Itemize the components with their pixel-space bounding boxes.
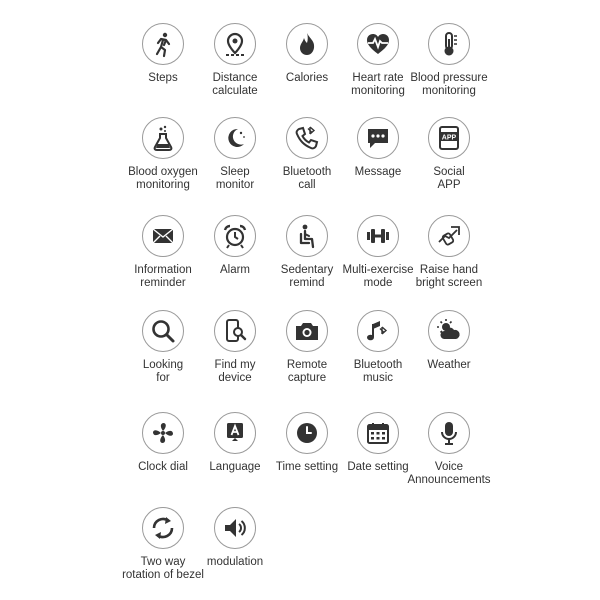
feature-icon-circle [357,310,399,352]
feature-label: Sleep monitor [215,166,255,191]
feature-icon-circle [214,215,256,257]
feature-icon-circle [142,215,184,257]
feature-icon-circle [142,23,184,65]
feature-icon-circle [142,507,184,549]
app-icon [435,124,463,152]
running-person-icon [149,30,177,58]
feature-label: Two way rotation of bezel [122,556,204,581]
search-icon [149,317,177,345]
clock-icon [293,419,321,447]
feature-label: Find my device [214,359,256,384]
feature-label: Distance calculate [212,72,258,97]
feature-label: Language [209,461,261,473]
feature-label: Voice Announcements [407,461,491,486]
heart-pulse-icon [364,30,392,58]
moon-stars-icon [221,124,249,152]
feature-label: Bluetooth music [353,359,403,384]
feature-label: Date setting [347,461,409,473]
feature-label: Sedentary remind [280,264,334,289]
raise-hand-icon [435,222,463,250]
feature-label: Information reminder [134,264,192,289]
feature-label: Heart rate monitoring [351,72,405,97]
feature-icon-circle [214,507,256,549]
feature-icon-circle [357,215,399,257]
feature-icon-circle [214,117,256,159]
feature-icon-circle [357,117,399,159]
feature-icon-circle [428,412,470,454]
feature-label: Message [354,166,402,178]
feature-label: Blood oxygen monitoring [128,166,198,191]
feature-icon-circle [214,412,256,454]
feature-label: Remote capture [286,359,328,384]
feature-icon-circle [286,215,328,257]
feature-label: Raise hand bright screen [415,264,483,289]
seated-person-icon [293,222,321,250]
speaker-icon [221,514,249,542]
sun-cloud-icon [435,317,463,345]
feature-icon-circle [357,412,399,454]
chat-bubble-icon [364,124,392,152]
feature-icon-circle [428,310,470,352]
envelope-icon [149,222,177,250]
feature-icon-circle [214,310,256,352]
feature-icon-circle [142,412,184,454]
calendar-icon [364,419,392,447]
feature-label: Time setting [275,461,339,473]
feature-item [401,412,497,487]
feature-icon-circle [286,23,328,65]
feature-icon-circle [428,23,470,65]
microphone-icon [435,419,463,447]
flask-icon [149,124,177,152]
dumbbell-icon [364,222,392,250]
language-icon [221,419,249,447]
feature-icon-circle [286,412,328,454]
feature-label: Bluetooth call [282,166,332,191]
svg-text:APP: APP [441,134,457,142]
feature-icon-circle [428,215,470,257]
fan-icon [149,419,177,447]
feature-icon-circle [286,117,328,159]
feature-icon-circle [142,310,184,352]
camera-icon [293,317,321,345]
feature-label: Alarm [219,264,251,276]
feature-label: Steps [148,72,178,84]
feature-label: Multi-exercise mode [342,264,414,289]
feature-item [401,215,497,290]
feature-label: Weather [427,359,471,371]
alarm-clock-icon [221,222,249,250]
feature-label: Blood pressure monitoring [410,72,488,97]
bluetooth-phone-icon [293,124,321,152]
feature-icon-circle [357,23,399,65]
feature-label: Social APP [433,166,465,191]
bluetooth-music-icon [364,317,392,345]
feature-icon-circle [214,23,256,65]
thermometer-icon [435,30,463,58]
feature-label: Clock dial [138,461,188,473]
find-phone-icon [221,317,249,345]
feature-icon-circle [142,117,184,159]
feature-icon-circle [428,117,470,159]
feature-item [401,117,497,192]
feature-item [187,507,283,569]
flame-icon [293,30,321,58]
location-pin-icon [221,30,249,58]
feature-icon-circle [286,310,328,352]
rotate-arrows-icon [149,514,177,542]
feature-label: modulation [206,556,264,568]
feature-label: Looking for [142,359,184,384]
feature-item [401,310,497,372]
feature-item [401,23,497,98]
feature-label: Calories [285,72,329,84]
